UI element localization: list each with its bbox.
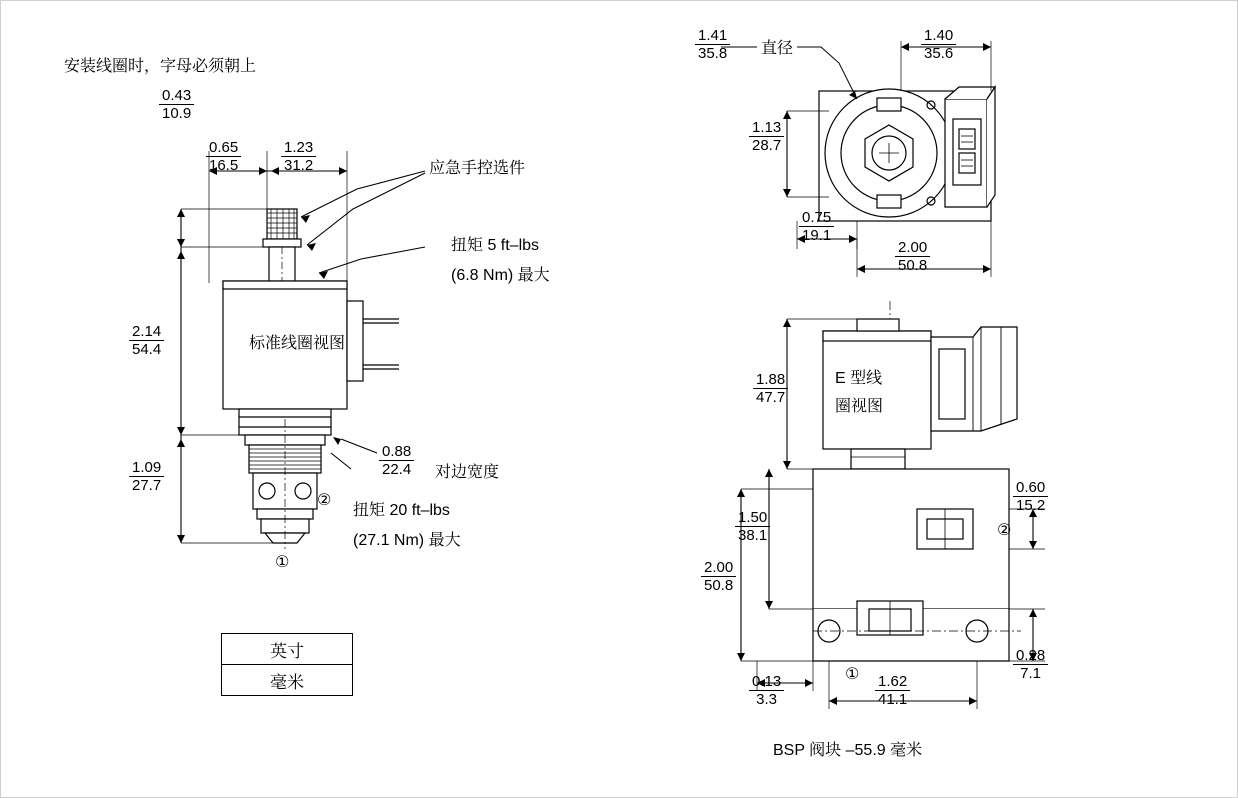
dim-0-60-inch: 0.60	[1016, 479, 1046, 496]
dim-1-13-mm: 28.7	[749, 136, 784, 154]
dim-1-62-mm: 41.1	[875, 690, 910, 708]
dim-2-00-bottom-inch: 2.00	[704, 559, 734, 576]
dim-1-50	[735, 509, 770, 545]
bottom-port-1: ①	[845, 666, 860, 683]
bottom-port-2: ②	[997, 522, 1012, 539]
dim-0-75-inch: 0.75	[802, 209, 832, 226]
dim-1-41-inch: 1.41	[698, 27, 728, 44]
left-port-2: ②	[317, 492, 332, 509]
dim-0-75-mm: 19.1	[799, 226, 834, 244]
callout-torque-20-line2: (27.1 Nm) 最大	[353, 532, 461, 549]
unit-inch: 英寸	[270, 642, 304, 661]
dim-0-13-inch: 0.13	[752, 673, 782, 690]
dim-1-62-inch: 1.62	[878, 673, 908, 690]
dim-0-60	[1013, 479, 1048, 515]
callout-torque-20-line1: 扭矩 20 ft–lbs	[353, 502, 450, 519]
dim-0-13	[749, 673, 784, 709]
dim-1-09-inch: 1.09	[132, 459, 162, 476]
dim-1-40-mm: 35.6	[921, 44, 956, 62]
dim-1-50-mm: 38.1	[735, 526, 770, 544]
left-port-1: ①	[275, 554, 290, 571]
dim-2-14-inch: 2.14	[132, 323, 162, 340]
dim-1-41-mm: 35.8	[695, 44, 730, 62]
dim-0-28	[1013, 647, 1048, 683]
dim-0-43-mm: 10.9	[159, 104, 194, 122]
bottom-right-view-graphics	[1, 1, 1238, 798]
unit-mm: 毫米	[222, 664, 352, 695]
dim-0-65-mm: 16.5	[206, 156, 241, 174]
mounting-note: 安装线圈时，字母必须朝上	[64, 58, 257, 75]
e-coil-view-label-line1: E 型线	[835, 370, 883, 387]
diameter-label: 直径	[761, 40, 794, 57]
footer-note: BSP 阀块 –55.9 毫米	[773, 742, 923, 759]
dim-0-13-mm: 3.3	[749, 690, 784, 708]
dim-1-62	[875, 673, 910, 709]
dim-1-88	[753, 371, 788, 407]
callout-torque-5-line2: (6.8 Nm) 最大	[451, 267, 550, 284]
dim-0-65-inch: 0.65	[209, 139, 239, 156]
callout-manual-override: 应急手控选件	[429, 160, 526, 177]
dim-2-00-top-inch: 2.00	[898, 239, 928, 256]
dim-2-00-bottom-mm: 50.8	[701, 576, 736, 594]
dim-0-60-mm: 15.2	[1013, 496, 1048, 514]
dim-0-43-inch: 0.43	[162, 87, 192, 104]
dim-1-09-mm: 27.7	[129, 476, 164, 494]
dim-0-88-mm: 22.4	[379, 460, 414, 478]
dim-1-13-inch: 1.13	[752, 119, 782, 136]
dim-0-88-inch: 0.88	[382, 443, 412, 460]
dim-1-88-mm: 47.7	[753, 388, 788, 406]
dim-2-00-top-mm: 50.8	[895, 256, 930, 274]
callout-torque-5-line1: 扭矩 5 ft–lbs	[451, 237, 540, 254]
dim-1-23-mm: 31.2	[281, 156, 316, 174]
callout-across-flats: 对边宽度	[435, 464, 500, 481]
dim-1-40-inch: 1.40	[924, 27, 954, 44]
standard-coil-view-label: 标准线圈视图	[249, 335, 346, 352]
dim-0-28-inch: 0.28	[1016, 647, 1046, 664]
dim-1-23-inch: 1.23	[284, 139, 314, 156]
dim-2-14-mm: 54.4	[129, 340, 164, 358]
dim-1-88-inch: 1.88	[756, 371, 786, 388]
e-coil-view-label-line2: 圈视图	[835, 398, 884, 415]
dim-0-28-mm: 7.1	[1013, 664, 1048, 682]
dim-2-00-bottom	[701, 559, 736, 595]
dim-1-50-inch: 1.50	[738, 509, 768, 526]
